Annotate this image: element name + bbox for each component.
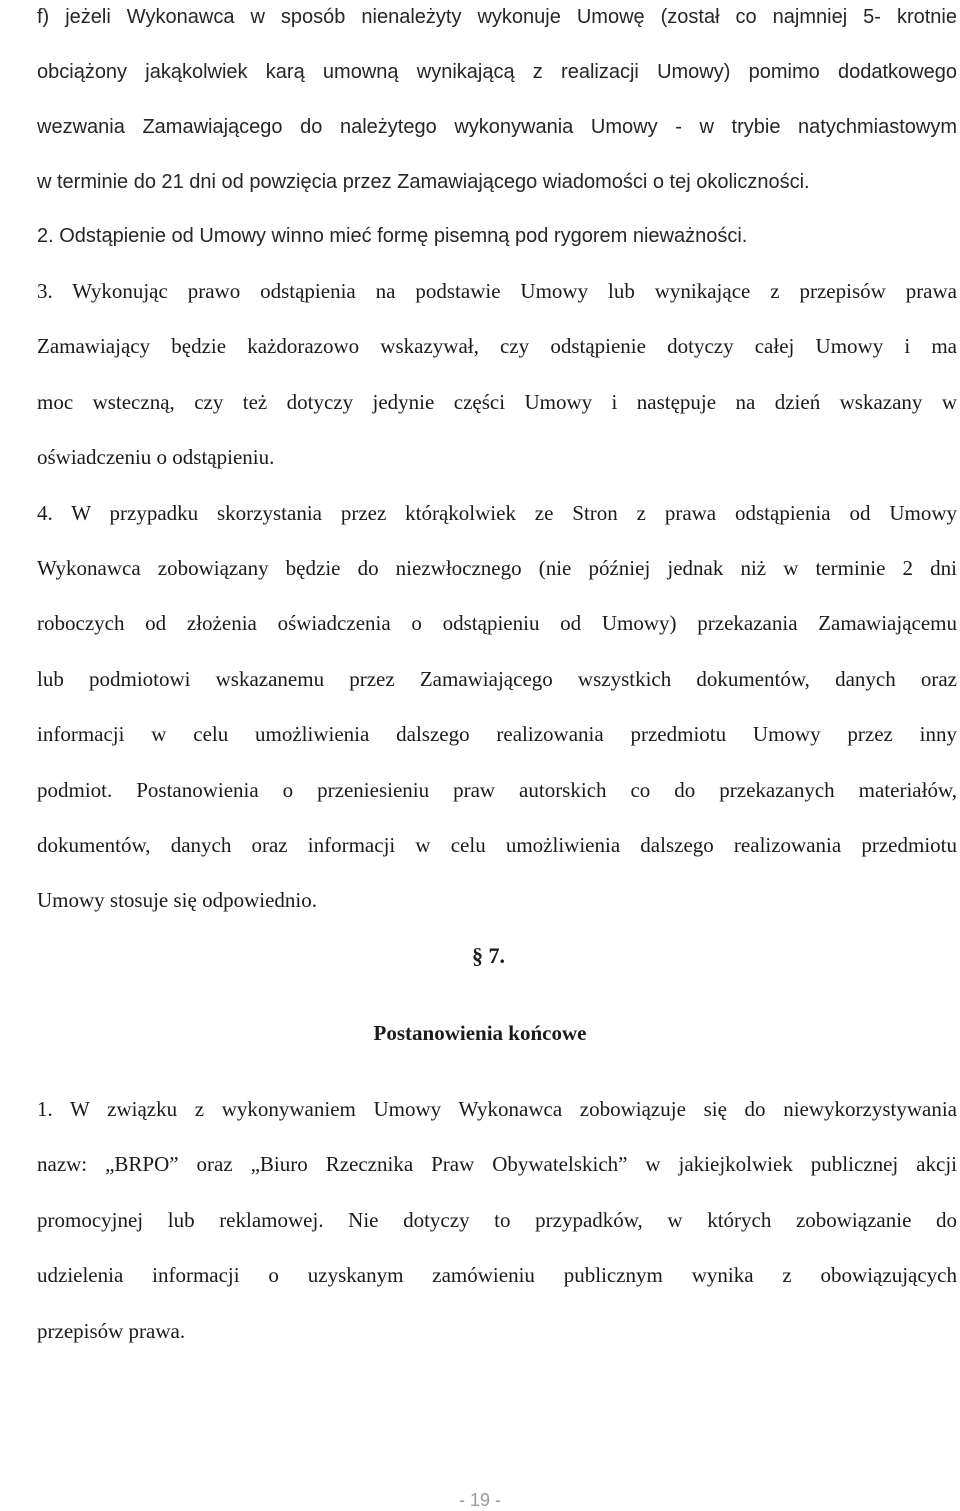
item-3-line-2: Zamawiający będzie każdorazowo wskazywał, czy odstąpienie dotyczy całej Umowy i ma: [37, 334, 957, 358]
paragraph-f-line-2: obciążony jakąkolwiek karą umowną wynikającą z realizacji Umowy) pomimo dodatkowego: [37, 61, 957, 83]
section-number: § 7.: [472, 943, 505, 968]
item-3-line-3: moc wsteczną, czy też dotyczy jedynie części Umowy i następuje na dzień wskazany w: [37, 390, 957, 414]
page-number: - 19 -: [458, 1490, 501, 1510]
final-item-1-line-3: promocyjnej lub reklamowej. Nie dotyczy to przypadków, w których zobowiązanie do: [37, 1208, 957, 1232]
item-4-line-6: podmiot. Postanowienia o przeniesieniu praw autorskich co do przekazanych materiałów,: [37, 778, 957, 802]
final-item-1-line-1: 1. W związku z wykonywaniem Umowy Wykonawca zobowiązuje się do niewykorzystywania: [37, 1097, 957, 1121]
item-4-line-3: roboczych od złożenia oświadczenia o odstąpieniu od Umowy) przekazania Zamawiającemu: [37, 611, 957, 635]
section-title: Postanowienia końcowe: [373, 1021, 587, 1045]
paragraph-f-line-4: w terminie do 21 dni od powzięcia przez Zamawiającego wiadomości o tej okoliczności.: [37, 171, 810, 193]
item-3-line-1: 3. Wykonując prawo odstąpienia na podstawie Umowy lub wynikające z przepisów prawa: [37, 279, 957, 303]
final-item-1-line-2: nazw: „BRPO” oraz „Biuro Rzecznika Praw Obywatelskich” w jakiejkolwiek publicznej akcji: [37, 1152, 957, 1176]
item-3-line-4: oświadczeniu o odstąpieniu.: [37, 445, 275, 469]
item-4-line-5: informacji w celu umożliwienia dalszego realizowania przedmiotu Umowy przez inny: [37, 722, 957, 746]
paragraph-f-line-3: wezwania Zamawiającego do należytego wykonywania Umowy - w trybie natychmiastowym: [37, 116, 957, 138]
item-4-line-2: Wykonawca zobowiązany będzie do niezwłocznego (nie później jednak niż w terminie 2 dni: [37, 556, 957, 580]
paragraph-f-line-1: f) jeżeli Wykonawca w sposób nienależyty wykonuje Umowę (został co najmniej 5- krotnie: [37, 6, 957, 28]
item-4-line-1: 4. W przypadku skorzystania przez którąkolwiek ze Stron z prawa odstąpienia od Umowy: [37, 501, 957, 525]
final-item-1-line-4: udzielenia informacji o uzyskanym zamówieniu publicznym wynika z obowiązujących: [37, 1263, 957, 1287]
item-4-line-4: lub podmiotowi wskazanemu przez Zamawiającego wszystkich dokumentów, danych oraz: [37, 667, 957, 691]
final-item-1-line-5: przepisów prawa.: [37, 1319, 186, 1343]
item-4-line-8: Umowy stosuje się odpowiednio.: [37, 888, 317, 912]
item-2-line-1: 2. Odstąpienie od Umowy winno mieć formę pisemną pod rygorem nieważności.: [37, 225, 748, 247]
item-4-line-7: dokumentów, danych oraz informacji w celu umożliwienia dalszego realizowania przedmiotu: [37, 833, 957, 857]
